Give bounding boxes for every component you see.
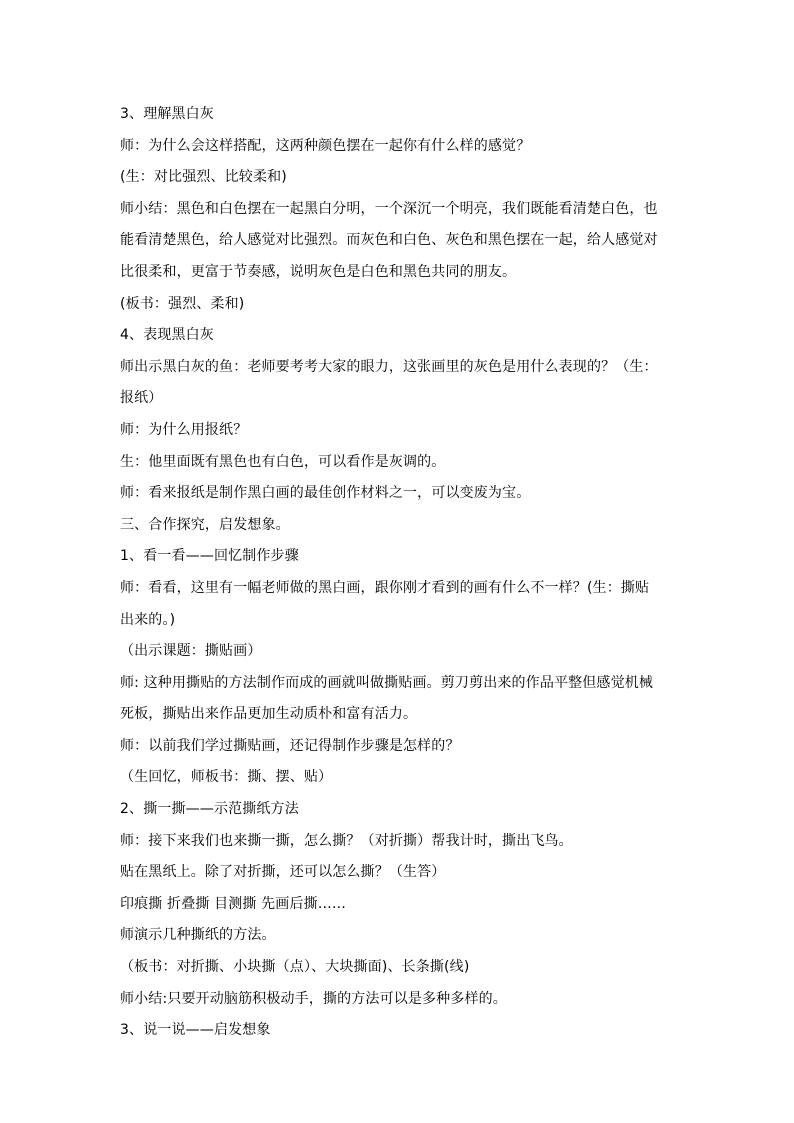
paragraph-line: (板书：强烈、柔和) [120, 295, 245, 312]
paragraph-line: 师：为什么会这样搭配，这两种颜色摆在一起你有什么样的感觉？ [120, 137, 531, 154]
document-body [120, 99, 680, 1047]
paragraph-line: 师: 这种用撕贴的方法制作而成的画就叫做撕贴画。剪刀剪出来的作品平整但感觉机械 [120, 674, 654, 691]
paragraph-line: 师：接下来我们也来撕一撕，怎么撕？（对折撕）帮我计时，撕出飞鸟。 [120, 832, 573, 849]
paragraph-line: 生：他里面既有黑色也有白色，可以看作是灰调的。 [120, 453, 446, 470]
paragraph-line: 师小结:只要开动脑筋积极动手，撕的方法可以是多种多样的。 [120, 990, 507, 1007]
heading-express-black-white-gray: 4、表现黑白灰 [120, 327, 214, 344]
paragraph-line: 死板，撕贴出来作品更加生动质朴和富有活力。 [120, 706, 418, 723]
paragraph-line: 比很柔和，更富于节奏感，说明灰色是白色和黑色共同的朋友。 [120, 263, 517, 280]
paragraph-line: 报纸） [120, 390, 163, 407]
paragraph-line: （板书：对折撕、小块撕（点）、大块撕面)、长条撕(线) [120, 959, 470, 976]
paragraph-line: 师：看看，这里有一幅老师做的黑白画，跟你刚才看到的画有什么不一样？(生：撕贴 [120, 579, 650, 596]
section-heading-cooperative-exploration: 三、合作探究，启发想象。 [120, 516, 290, 533]
paragraph-line: （生回忆，师板书：撕、摆、贴） [120, 769, 333, 786]
paragraph-line: 师：以前我们学过撕贴画，还记得制作步骤是怎样的？ [120, 737, 460, 754]
paragraph-line: 师：为什么用报纸？ [120, 421, 248, 438]
heading-understand-black-white-gray: 3、理解黑白灰 [120, 106, 214, 122]
paragraph-line: (生：对比强烈、比较柔和) [120, 169, 287, 186]
paragraph-line: 能看清楚黑色，给人感觉对比强烈。而灰色和白色、灰色和黑色摆在一起，给人感觉对 [120, 232, 658, 249]
heading-look: 1、看一看——回忆制作步骤 [120, 548, 299, 565]
paragraph-line: 印痕撕 折叠撕 目测撕 先画后撕…… [120, 895, 347, 912]
heading-speak: 3、说一说——启发想象 [120, 1022, 271, 1039]
paragraph-line: 师：看来报纸是制作黑白画的最佳创作材料之一，可以变废为宝。 [120, 485, 531, 502]
paragraph-line: 师小结：黑色和白色摆在一起黑白分明，一个深沉一个明亮，我们既能看清楚白色，也 [120, 200, 658, 217]
paragraph-line: 师演示几种撕纸的方法。 [120, 927, 276, 944]
paragraph-line: （出示课题：撕贴画） [120, 643, 262, 660]
heading-tear: 2、撕一撕——示范撕纸方法 [120, 801, 299, 818]
paragraph-line: 师出示黑白灰的鱼：老师要考考大家的眼力，这张画里的灰色是用什么表现的？（生： [120, 358, 658, 375]
paragraph-line: 贴在黑纸上。除了对折撕，还可以怎么撕？（生答） [120, 864, 446, 881]
paragraph-line: 出来的。) [120, 611, 176, 628]
